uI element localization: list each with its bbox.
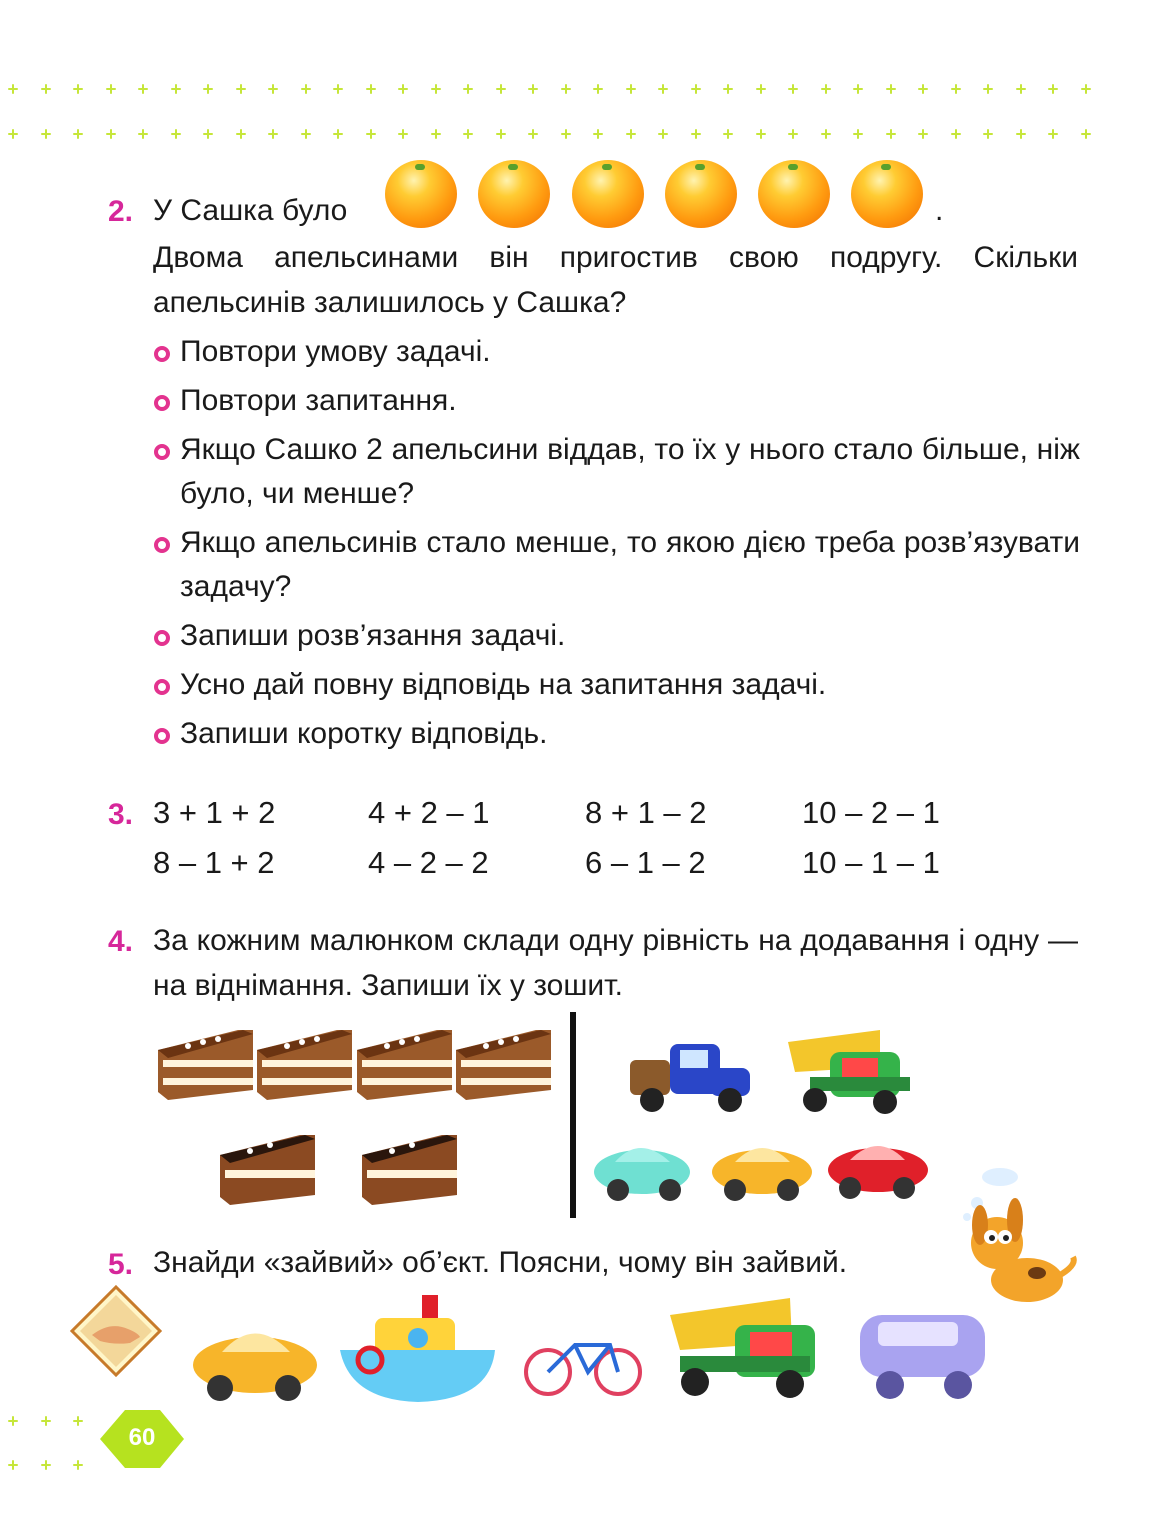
dump-truck-icon — [788, 1030, 910, 1114]
decorative-dot — [528, 129, 538, 139]
decorative-dot — [106, 84, 116, 94]
decorative-dot — [1081, 84, 1091, 94]
decorative-dots-top — [0, 80, 1100, 100]
decorative-dot — [496, 84, 506, 94]
decorative-dot — [463, 129, 473, 139]
decorative-dot — [626, 129, 636, 139]
chocolate-cake-icon — [220, 1135, 315, 1205]
decorative-dot — [398, 129, 408, 139]
ship-icon — [340, 1295, 495, 1402]
orange-5 — [758, 160, 830, 228]
decorative-dot — [821, 129, 831, 139]
cake-icon — [257, 1030, 352, 1100]
decorative-dot — [691, 84, 701, 94]
yellow-car-icon — [712, 1148, 812, 1201]
cars-illustration — [590, 1022, 940, 1212]
expression: 10 – 2 – 1 — [802, 795, 940, 830]
blue-truck-icon — [630, 1044, 750, 1112]
decorative-dot — [431, 129, 441, 139]
orange-2 — [478, 160, 550, 228]
dump-truck-icon — [670, 1298, 815, 1398]
decorative-dot — [983, 129, 993, 139]
task-3-number: 3. — [108, 798, 134, 831]
decorative-dot — [171, 84, 181, 94]
decorative-dot — [8, 84, 18, 94]
picture-divider — [570, 1012, 576, 1218]
expression: 10 – 1 – 1 — [802, 845, 940, 880]
decorative-dot — [561, 129, 571, 139]
task-4-number: 4. — [108, 925, 134, 958]
decorative-dot — [73, 1460, 83, 1470]
orange-6 — [851, 160, 923, 228]
decorative-dot — [236, 129, 246, 139]
decorative-dot — [821, 84, 831, 94]
task-2-step: Якщо Сашко 2 апельсини віддав, то їх у нього стало більше, ніж було, чи менше? — [150, 428, 1080, 516]
decorative-dot — [463, 84, 473, 94]
expression: 4 – 2 – 2 — [368, 845, 489, 880]
decorative-dots-second — [0, 125, 1100, 145]
decorative-dot — [236, 84, 246, 94]
decorative-dots-bottom-1 — [0, 1412, 95, 1432]
task-2-intro-period: . — [935, 194, 944, 227]
cake-icon — [357, 1030, 452, 1100]
decorative-dot — [1048, 84, 1058, 94]
decorative-dot — [561, 84, 571, 94]
decorative-dot — [73, 129, 83, 139]
decorative-dot — [723, 84, 733, 94]
cake-icon — [456, 1030, 551, 1100]
red-car-icon — [828, 1146, 928, 1199]
decorative-dot — [853, 129, 863, 139]
decorative-dot — [886, 84, 896, 94]
expression: 8 + 1 – 2 — [585, 795, 707, 830]
task-2-problem: Двома апельсинами він пригостив свою подругу. Скільки апельсинів залишилось у Сашка? — [153, 241, 1078, 319]
decorative-dot — [41, 1460, 51, 1470]
expression: 4 + 2 – 1 — [368, 795, 490, 830]
task-2-step: Усно дай повну відповідь на запитання задачі. — [150, 663, 1080, 707]
decorative-dot — [983, 84, 993, 94]
decorative-dot — [853, 84, 863, 94]
decorative-dot — [268, 84, 278, 94]
decorative-dot — [496, 129, 506, 139]
orange-3 — [572, 160, 644, 228]
decorative-dots-bottom-2 — [0, 1456, 95, 1476]
decorative-dot — [73, 1416, 83, 1426]
task-2-step: Якщо апельсинів стало менше, то якою дією треба розв’язувати задачу? — [150, 521, 1080, 609]
task-2-intro: У Сашка було — [153, 194, 348, 227]
decorative-dot — [886, 129, 896, 139]
decorative-dot — [691, 129, 701, 139]
decorative-dot — [658, 84, 668, 94]
decorative-dot — [138, 129, 148, 139]
task-2-steps — [150, 330, 1080, 761]
decorative-dot — [41, 84, 51, 94]
task-4-text: За кожним малюнком склади одну рівність на додавання і одну — на віднімання. Запиши їх у зошит. — [153, 924, 1078, 1002]
decorative-dot — [301, 129, 311, 139]
decorative-dot — [41, 129, 51, 139]
task-2-step: Повтори умову задачі. — [150, 330, 1080, 374]
decorative-dot — [788, 84, 798, 94]
decorative-dot — [658, 129, 668, 139]
orange-4 — [665, 160, 737, 228]
task-5-text: Знайди «зайвий» об’єкт. Поясни, чому він зайвий. — [153, 1246, 848, 1279]
decorative-dot — [203, 129, 213, 139]
decorative-dot — [366, 129, 376, 139]
orange-1 — [385, 160, 457, 228]
expression: 3 + 1 + 2 — [153, 795, 276, 830]
decorative-dot — [593, 129, 603, 139]
handshake-icon — [70, 1285, 162, 1377]
task-2-step: Запиши розв’язання задачі. — [150, 614, 1080, 658]
decorative-dot — [8, 1416, 18, 1426]
purple-van-icon — [860, 1315, 985, 1399]
decorative-dot — [138, 84, 148, 94]
decorative-dot — [333, 129, 343, 139]
expression: 8 – 1 + 2 — [153, 845, 275, 880]
task-5-number: 5. — [108, 1248, 134, 1281]
bicycle-icon — [526, 1345, 640, 1394]
decorative-dot — [8, 1460, 18, 1470]
decorative-dot — [951, 129, 961, 139]
decorative-dot — [593, 84, 603, 94]
decorative-dot — [1081, 129, 1091, 139]
cakes-illustration — [150, 1020, 560, 1220]
decorative-dot — [756, 129, 766, 139]
decorative-dot — [918, 129, 928, 139]
decorative-dot — [8, 129, 18, 139]
decorative-dot — [366, 84, 376, 94]
decorative-dot — [203, 84, 213, 94]
decorative-dot — [723, 129, 733, 139]
decorative-dot — [528, 84, 538, 94]
decorative-dot — [788, 129, 798, 139]
page-number-badge — [100, 1410, 184, 1468]
decorative-dot — [431, 84, 441, 94]
decorative-dot — [398, 84, 408, 94]
decorative-dot — [1016, 84, 1026, 94]
yellow-car-icon — [193, 1334, 317, 1402]
decorative-dot — [918, 84, 928, 94]
decorative-dot — [756, 84, 766, 94]
task-2-step: Повтори запитання. — [150, 379, 1080, 423]
decorative-dot — [333, 84, 343, 94]
decorative-dot — [1016, 129, 1026, 139]
chocolate-cake-icon — [362, 1135, 457, 1205]
expression: 6 – 1 – 2 — [585, 845, 706, 880]
decorative-dot — [41, 1416, 51, 1426]
objects-row — [190, 1290, 1000, 1410]
task-2-number: 2. — [108, 195, 134, 228]
task-2-step: Запиши коротку відповідь. — [150, 712, 1080, 756]
decorative-dot — [106, 129, 116, 139]
page-number: 60 — [128, 1424, 156, 1451]
decorative-dot — [73, 84, 83, 94]
decorative-dot — [951, 84, 961, 94]
decorative-dot — [268, 129, 278, 139]
decorative-dot — [171, 129, 181, 139]
decorative-dot — [1048, 129, 1058, 139]
green-car-icon — [594, 1148, 690, 1201]
decorative-dot — [626, 84, 636, 94]
cake-icon — [158, 1030, 253, 1100]
decorative-dot — [301, 84, 311, 94]
